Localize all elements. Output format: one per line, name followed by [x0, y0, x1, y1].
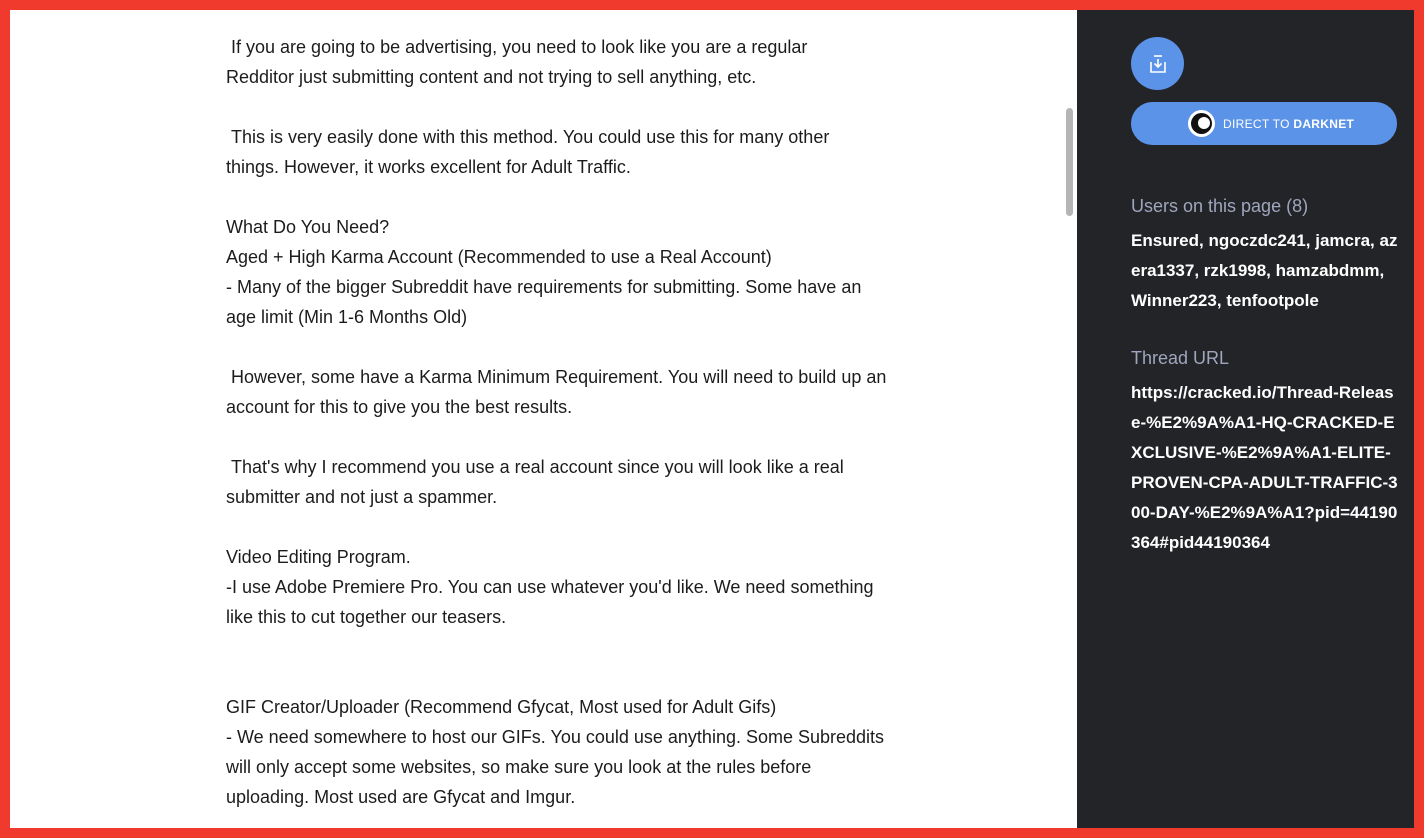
- scrollbar-thumb[interactable]: [1066, 108, 1073, 216]
- page-frame: [10, 10, 1414, 828]
- sidebar: [1077, 10, 1414, 828]
- thread-url-heading: Thread URL: [1131, 348, 1230, 368]
- users-list: Ensured, ngoczdc241, jamcra, azera1337, rzk1998, hamzabdmm, Winner223, tenfootpole: [1131, 231, 1398, 310]
- darknet-button-label: DIRECT TO DARKNET: [1223, 116, 1355, 131]
- darknet-logo-icon: [1188, 110, 1215, 137]
- post-paragraph: What Do You Need? Aged + High Karma Account (Recommended to use a Real Account) - Many of the bigger Subreddit have requirements for submitting. Some have an age limit (Min 1-6 Months Old): [226, 217, 862, 327]
- post-paragraph: If you are going to be advertising, you need to look like you are a regular Redditor just submitting content and not trying to sell anything, etc.: [226, 37, 808, 87]
- post-paragraph: However, some have a Karma Minimum Requirement. You will need to build up an account for this to give you the best results.: [226, 367, 887, 417]
- direct-to-darknet-button[interactable]: [1131, 102, 1397, 145]
- thread-url-value[interactable]: https://cracked.io/Thread-Release-%E2%9A%A1-HQ-CRACKED-EXCLUSIVE-%E2%9A%A1-ELITE-PROVEN-CPA-ADULT-TRAFFIC-300-DAY-%E2%9A%A1?pid=44190364#pid44190364: [1131, 383, 1398, 552]
- download-button[interactable]: [1131, 37, 1184, 90]
- scrollbar[interactable]: [1063, 10, 1077, 828]
- post-paragraph: This is very easily done with this method. You could use this for many other things. However, it works excellent for Adult Traffic.: [226, 127, 830, 177]
- post-content-area: [10, 10, 1077, 828]
- post-paragraph: Video Editing Program. -I use Adobe Premiere Pro. You can use whatever you'd like. We need something like this to cut together our teasers.: [226, 547, 874, 627]
- post-body: [226, 32, 926, 812]
- post-paragraph: That's why I recommend you use a real account since you will look like a real submitter and not just a spammer.: [226, 457, 844, 507]
- post-paragraph: GIF Creator/Uploader (Recommend Gfycat, Most used for Adult Gifs) - We need somewhere to host our GIFs. You could use anything. Some Subreddits will only accept some websites, so make sure you look at the rules before uploading. Most used are Gfycat and Imgur.: [226, 697, 885, 807]
- download-icon: [1146, 52, 1170, 76]
- users-heading: Users on this page (8): [1131, 196, 1309, 216]
